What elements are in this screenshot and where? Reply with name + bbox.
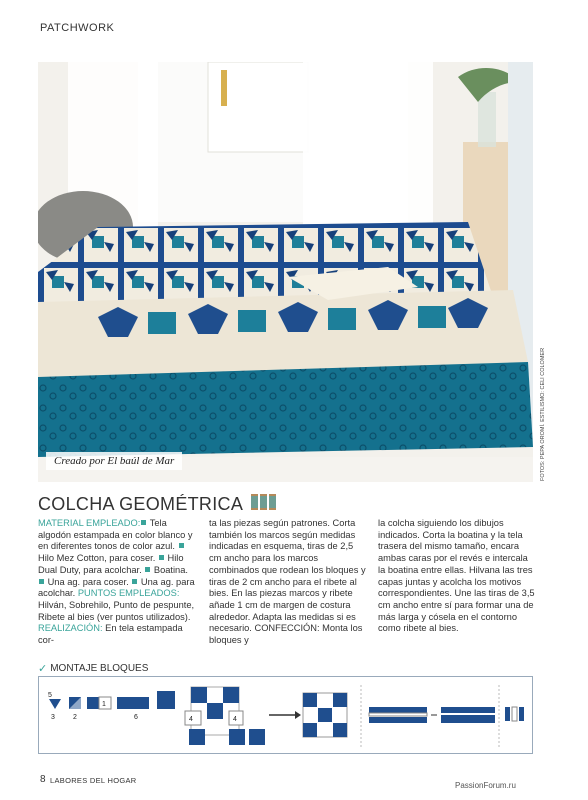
article-column-3: la colcha siguiendo los dibujos indicados. Corta la boatina y la tela trasera del mismo tamaño, encara ambas caras por el revés e intercala la boatina entre ellas. Hilvana las tres capas juntas y acolcha los motivos correspondientes. Une las tiras de 3,5 cm ancho entre sí para formar una de más larga y cósela en el contorno como ribete al bies. bbox=[378, 518, 535, 634]
triangle-piece bbox=[49, 699, 61, 709]
realizacion-label: REALIZACIÓN: bbox=[38, 623, 103, 634]
check-icon: ✓ bbox=[38, 663, 48, 675]
step-label-2: 2 bbox=[73, 714, 77, 721]
article-column-1: MATERIAL EMPLEADO: Tela algodón estampada en color blanco y en diferentes tonos de color azul. Hilo Mez Cotton, para coser. Hilo Dual Duty, para acolchar. Boatina. Una ag. para coser. Una ag. para acolchar. PUNTOS EMPLEADOS: Hilván, Sobrehilo, Punto de pespunte, Ribete al bies (ver puntos utilizados). REALIZACIÓN: En tela estampada cor- bbox=[38, 518, 195, 646]
bullet-icon bbox=[132, 579, 137, 584]
bullet-icon bbox=[39, 579, 44, 584]
thread-spools-icon bbox=[249, 494, 276, 515]
bullet-icon bbox=[179, 543, 184, 548]
bullet-icon bbox=[145, 567, 150, 572]
assembly-steps bbox=[39, 677, 534, 755]
assembly-diagram bbox=[38, 676, 533, 754]
photo-caption: Creado por El baúl de Mar bbox=[46, 452, 182, 470]
page-number: 8 bbox=[40, 774, 46, 785]
step-label-4: 4 bbox=[189, 716, 193, 723]
step-label-3: 3 bbox=[51, 714, 55, 721]
step-label-4b: 4 bbox=[233, 716, 237, 723]
article-title bbox=[38, 494, 276, 515]
bullet-icon bbox=[141, 520, 146, 525]
article-title-text: COLCHA GEOMÉTRICA bbox=[38, 494, 244, 514]
article-column-2: ta las piezas según patrones. Corta también los marcos según medidas indicadas en esquema, tiras de 2,5 cm ancho para los marcos combinados que rodean los bloques y tiras de 2 cm ancho para el ribete al bies. En las piezas marcos y ribete añade 1 cm de margen de costura alrededor. Adapta las medidas si es necesario. CONFECCIÓN: Monta los bloques y bbox=[209, 518, 366, 646]
step-label-6: 6 bbox=[134, 714, 138, 721]
photo-credit: FOTOS: PEPA OROMÍ. ESTILISMO: CELI COLOMER bbox=[540, 347, 546, 481]
section-label: PATCHWORK bbox=[40, 22, 115, 34]
watermark: PassionForum.ru bbox=[455, 781, 516, 790]
material-label: MATERIAL EMPLEADO: bbox=[38, 518, 141, 528]
quilt-photo bbox=[38, 62, 533, 482]
diagram-heading bbox=[38, 662, 148, 675]
step-label-5: 5 bbox=[48, 692, 52, 699]
puntos-label: PUNTOS EMPLEADOS: bbox=[77, 588, 180, 599]
step-label-1: 1 bbox=[102, 701, 106, 708]
magazine-name: LABORES DEL HOGAR bbox=[50, 776, 137, 785]
diagram-title: MONTAJE BLOQUES bbox=[50, 663, 149, 674]
bullet-icon bbox=[159, 555, 164, 560]
quilt-illustration bbox=[38, 62, 533, 482]
